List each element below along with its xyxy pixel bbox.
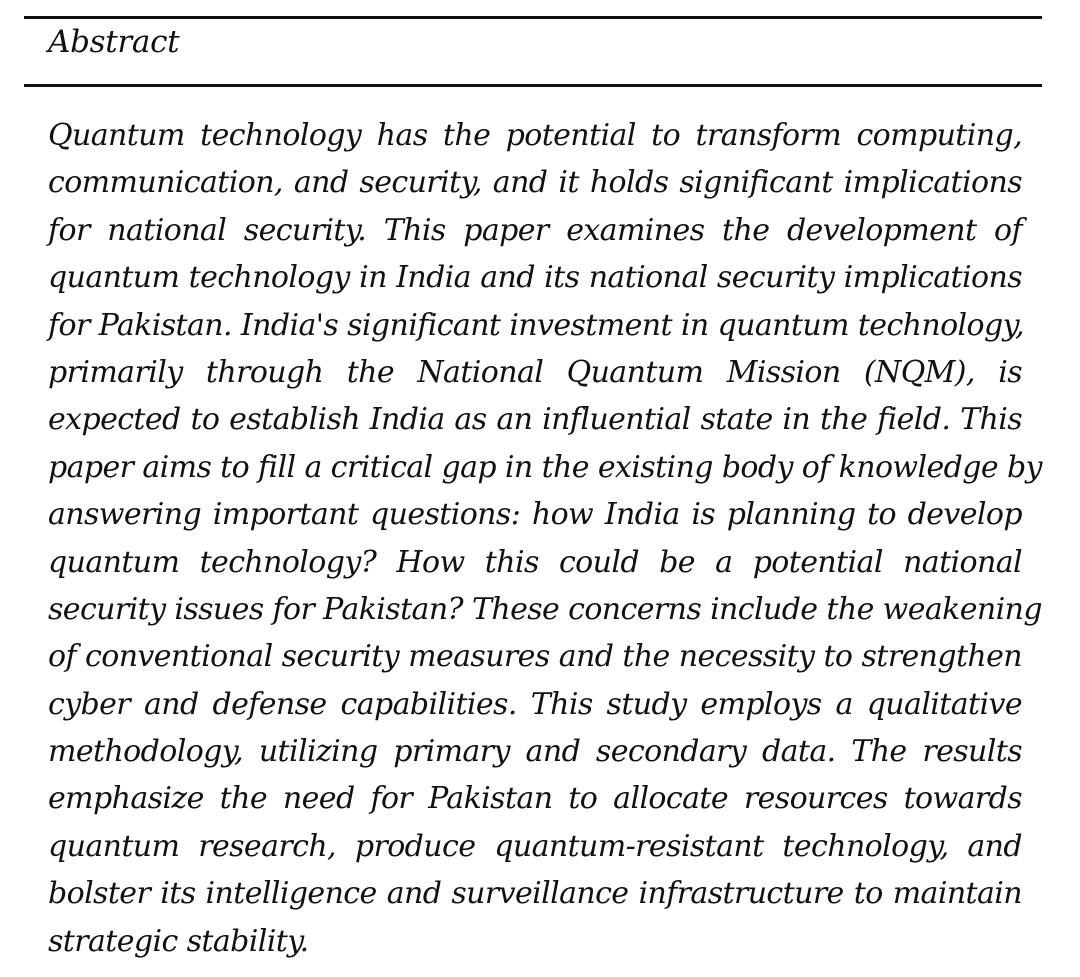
abstract-line: quantum technology in India and its national security implications (48, 260, 1022, 296)
abstract-body (48, 112, 1042, 965)
abstract-line: bolster its intelligence and surveillance infrastructure to maintain (48, 876, 1022, 912)
abstract-line: answering important questions: how India is planning to develop (48, 497, 1022, 533)
abstract-line: primarily through the National Quantum Mission (NQM), is (48, 354, 1022, 390)
abstract-line: of conventional security measures and the necessity to strengthen (48, 639, 1022, 675)
abstract-line: paper aims to fill a critical gap in the existing body of knowledge by (48, 449, 1042, 485)
heading-underline-rule (24, 84, 1042, 87)
top-rule (24, 16, 1042, 19)
abstract-line: methodology, utilizing primary and secondary data. The results (48, 734, 1022, 770)
abstract-line: security issues for Pakistan? These concerns include the weakening (48, 591, 1042, 627)
abstract-heading: Abstract (48, 24, 180, 60)
abstract-line: quantum technology? How this could be a potential national (48, 544, 1022, 580)
abstract-line: communication, and security, and it holds significant implications (48, 165, 1022, 201)
abstract-line: for Pakistan. India's significant investment in quantum technology, (48, 307, 1024, 343)
abstract-line: strategic stability. (48, 923, 309, 959)
abstract-line: expected to establish India as an influential state in the field. This (48, 402, 1022, 438)
abstract-line: emphasize the need for Pakistan to allocate resources towards (48, 781, 1022, 817)
abstract-line: cyber and defense capabilities. This study employs a qualitative (48, 686, 1022, 722)
abstract-line: quantum research, produce quantum-resistant technology, and (48, 828, 1022, 864)
abstract-line: for national security. This paper examines the development of (48, 212, 1022, 248)
abstract-line: Quantum technology has the potential to transform computing, (48, 118, 1022, 153)
